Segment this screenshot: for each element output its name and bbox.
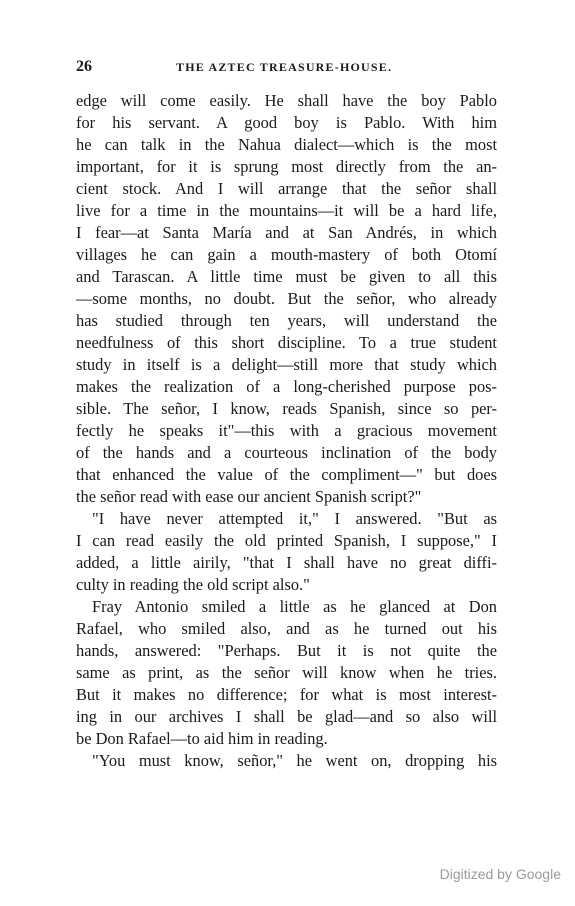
text-line: of the hands and a courteous inclination of the body xyxy=(76,443,497,462)
text-line: culty in reading the old script also." xyxy=(76,575,310,594)
text-line: villages he can gain a mouth-mastery of both Otomí xyxy=(76,245,497,264)
text-line: same as print, as the señor will know when he tries. xyxy=(76,663,497,682)
text-line: that enhanced the value of the compliment—" but does xyxy=(76,465,497,484)
text-line: "You must know, señor," he went on, dropping his xyxy=(92,751,497,770)
text-line: important, for it is sprung most directly from the an- xyxy=(76,157,497,176)
text-line: I can read easily the old printed Spanish, I suppose," I xyxy=(76,531,497,550)
running-title: THE AZTEC TREASURE-HOUSE. xyxy=(176,60,393,74)
page-number: 26 xyxy=(76,58,92,75)
text-line: he can talk in the Nahua dialect—which is the most xyxy=(76,135,497,154)
text-line: and Tarascan. A little time must be given to all this xyxy=(76,267,497,286)
text-line: "I have never attempted it," I answered. "But as xyxy=(92,509,497,528)
text-line: fectly he speaks it"—this with a gracious movement xyxy=(76,421,497,440)
text-line: edge will come easily. He shall have the boy Pablo xyxy=(76,91,497,110)
text-line: sible. The señor, I know, reads Spanish, since so per- xyxy=(76,399,497,418)
text-line: for his servant. A good boy is Pablo. With him xyxy=(76,113,497,132)
page-header xyxy=(76,58,497,80)
text-line: the señor read with ease our ancient Spanish script?" xyxy=(76,487,422,506)
text-line: be Don Rafael—to aid him in reading. xyxy=(76,729,328,748)
text-line: But it makes no difference; for what is most interest- xyxy=(76,685,497,704)
text-line: —some months, no doubt. But the señor, who already xyxy=(76,289,497,308)
text-line: has studied through ten years, will understand the xyxy=(76,311,497,330)
text-line: hands, answered: "Perhaps. But it is not quite the xyxy=(76,641,497,660)
text-line: Rafael, who smiled also, and as he turned out his xyxy=(76,619,497,638)
text-line: needfulness of this short discipline. To a true student xyxy=(76,333,497,352)
text-line: ing in our archives I shall be glad—and so also will xyxy=(76,707,497,726)
text-line: added, a little airily, "that I shall have no great diffi- xyxy=(76,553,497,572)
text-line: Fray Antonio smiled a little as he glanced at Don xyxy=(92,597,497,616)
text-line: cient stock. And I will arrange that the señor shall xyxy=(76,179,497,198)
text-line: live for a time in the mountains—it will be a hard life, xyxy=(76,201,497,220)
body-text xyxy=(76,90,497,772)
digitized-watermark: Digitized by Google xyxy=(439,866,561,882)
text-line: makes the realization of a long-cherished purpose pos- xyxy=(76,377,497,396)
text-line: I fear—at Santa María and at San Andrés, in which xyxy=(76,223,497,242)
text-line: study in itself is a delight—still more that study which xyxy=(76,355,497,374)
